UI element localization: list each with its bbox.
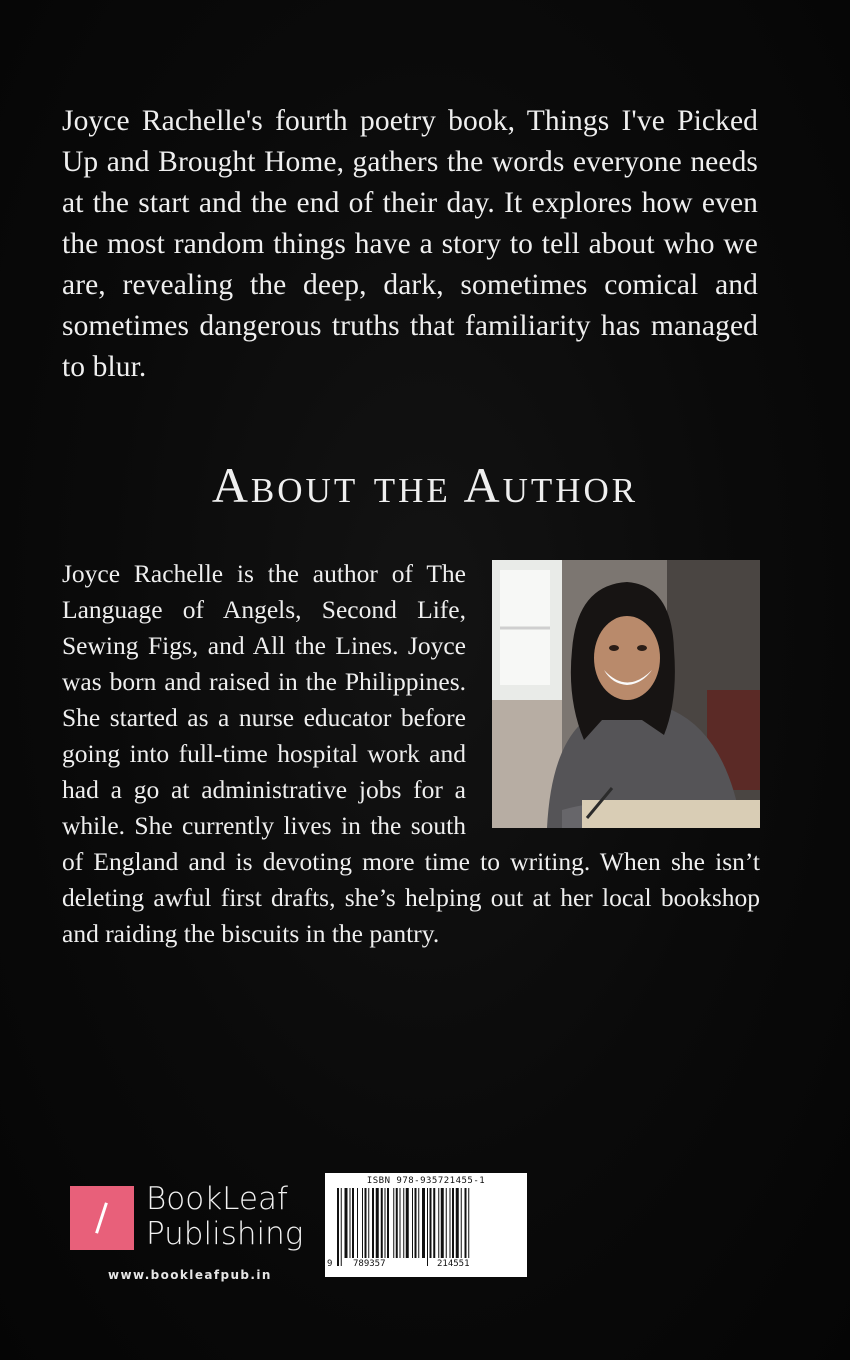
- author-bio-section: [62, 556, 760, 952]
- about-author-heading: About the Author: [211, 457, 639, 513]
- bookleaf-logo-icon: [70, 1186, 134, 1250]
- back-cover-blurb: Joyce Rachelle's fourth poetry book, Things I've Picked Up and Brought Home, gathers the words everyone needs at the start and the end of their day. It explores how even the most random things have a story to tell about who we are, revealing the deep, dark, sometimes comical and sometimes dangerous truths that familiarity has managed to blur.: [62, 105, 758, 383]
- author-bio-text: Joyce Rachelle is the author of The Language of Angels, Second Life, Sewing Figs, and All the Lines. Joyce was born and raised in the Philippines. She started as a nurse educator before going into full-time hospital work and had a go at administrative jobs for a while. She currently lives in the south of England and is devoting more time to writing. When she isn’t deleting awful first drafts, she’s helping out at her local bookshop and raiding the biscuits in the pantry.: [62, 559, 760, 948]
- author-photo: [492, 560, 760, 828]
- publisher-name: [146, 1182, 303, 1252]
- publisher-name-line1: BookLeaf: [146, 1181, 288, 1217]
- logo-slash-mark: [95, 1202, 108, 1233]
- barcode-digits-left: 789357: [353, 1259, 386, 1269]
- publisher-name-line2: Publishing: [146, 1216, 304, 1252]
- barcode-digit-first: 9: [327, 1259, 333, 1269]
- isbn-barcode: [325, 1173, 527, 1277]
- author-photo-illustration: [492, 560, 760, 828]
- barcode-bars-icon: [337, 1188, 517, 1268]
- publisher-url: www.bookleafpub.in: [108, 1268, 272, 1282]
- barcode-digits-right: 214551: [437, 1259, 470, 1269]
- isbn-label: ISBN 978-935721455-1: [366, 1176, 486, 1186]
